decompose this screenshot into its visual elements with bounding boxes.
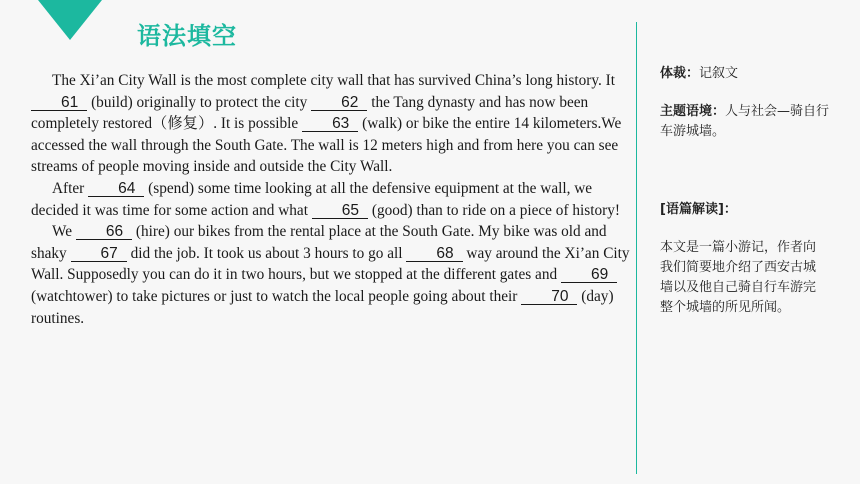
blank-64: 64 (88, 181, 144, 197)
text-segment: (build) originally to protect the city (87, 93, 312, 111)
genre-info (660, 64, 830, 84)
corner-triangle-decoration (38, 0, 102, 40)
blank-69: 69 (561, 267, 617, 283)
text-segment: did the job. It took us about 3 hours to go all (126, 244, 407, 262)
text-segment: (spend) some time looking at all the defensive equipment at the wall, we decided it was time for some action and what (31, 179, 593, 219)
vertical-divider (636, 22, 637, 474)
text-segment: way around the Xi’an City Wall. Supposedly you can do it in two hours, but we stopped at the different gates and (31, 244, 630, 284)
paragraph-3 (31, 221, 636, 329)
blank-61: 61 (31, 95, 87, 111)
analysis-text: 本文是一篇小游记，作者向我们简要地介绍了西安古城墙以及他自己骑自行车游完整个城墙的所见所闻。 (660, 240, 817, 315)
text-segment: We (52, 223, 76, 241)
blank-68: 68 (406, 246, 462, 262)
analysis-heading (660, 200, 830, 220)
paragraph-1 (31, 70, 636, 178)
theme-info (660, 102, 830, 142)
text-segment: The Xi’an City Wall is the most complete city wall that has survived China’s long history. It (52, 72, 615, 89)
blank-63: 63 (302, 116, 358, 132)
text-segment: (day) routines. (31, 287, 614, 327)
blank-70: 70 (521, 289, 577, 305)
paragraph-2 (31, 178, 636, 221)
text-segment: the Tang dynasty and has now been completely restored（修复）. It is possible (31, 93, 589, 133)
genre-label: 体裁： (660, 66, 700, 81)
passage-text (31, 70, 636, 329)
text-segment: (hire) our bikes from the rental place at the South Gate. My bike was old and shaky (31, 223, 607, 262)
theme-label: 主题语境： (660, 104, 726, 119)
blank-62: 62 (311, 95, 367, 111)
blank-66: 66 (76, 224, 132, 240)
blank-65: 65 (312, 203, 368, 219)
analysis-label: [语篇解读]： (660, 202, 737, 217)
genre-value: 记叙文 (699, 66, 739, 81)
text-segment: (good) than to ride on a piece of history! (368, 201, 620, 219)
theme-value: 人与社会—骑自行车游城墙。 (660, 104, 830, 139)
page-title: 语法填空 (137, 22, 237, 50)
text-segment: (walk) or bike the entire 14 kilometers.We accessed the wall through the South Gate. The wall is 12 meters high and from here you can see streams of people moving inside and outside the City Wall. (31, 115, 622, 176)
text-segment: After (52, 179, 89, 197)
text-segment: (watchtower) to take pictures or just to watch the local people going about their (31, 287, 522, 305)
blank-67: 67 (71, 246, 127, 262)
